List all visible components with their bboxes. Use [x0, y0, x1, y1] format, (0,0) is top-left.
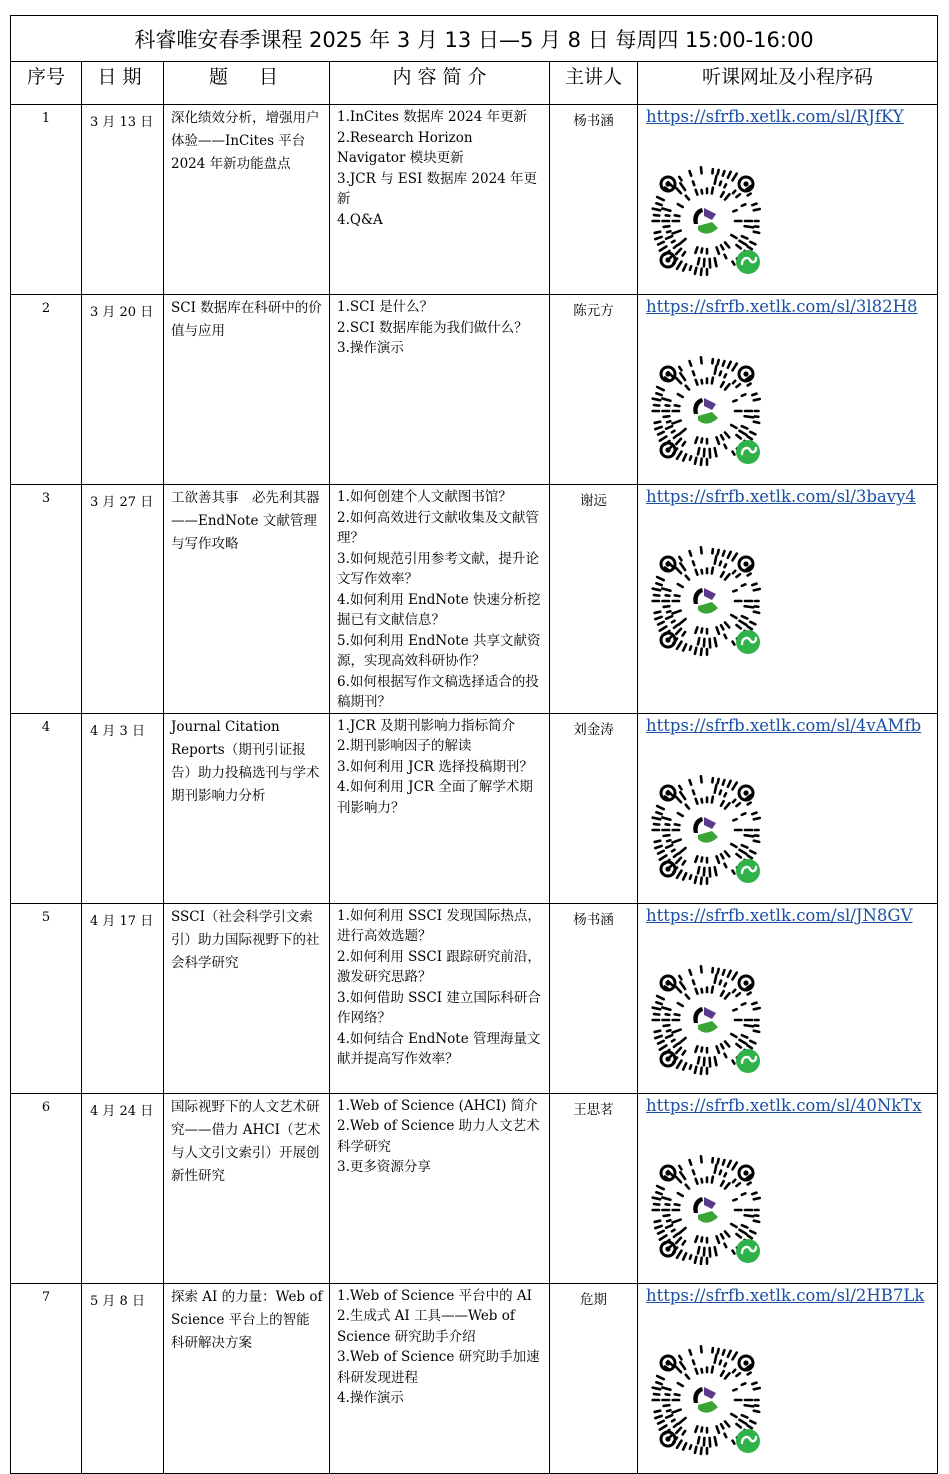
- row-speaker: 刘金涛: [550, 713, 638, 903]
- table-row: [11, 105, 938, 295]
- content-line: 4.如何利用 EndNote 快速分析挖掘已有文献信息？: [337, 590, 543, 631]
- row-speaker: 杨书涵: [550, 903, 638, 1093]
- content-line: 4.如何结合 EndNote 管理海量文献并提高写作效率？: [337, 1029, 543, 1070]
- row-speaker: 杨书涵: [550, 105, 638, 295]
- row-date: 3 月 27 日: [82, 485, 164, 714]
- wechat-mini-program-code-icon[interactable]: [650, 354, 780, 484]
- content-line: 2.Web of Science 助力人文艺术科学研究: [337, 1116, 543, 1157]
- wechat-mini-program-code-icon[interactable]: [650, 1343, 780, 1473]
- row-number: 6: [11, 1093, 82, 1283]
- course-link[interactable]: https://sfrfb.xetlk.com/sl/40NkTx: [646, 1096, 937, 1115]
- row-content: [330, 1283, 550, 1473]
- wechat-mini-program-code-icon[interactable]: [650, 544, 780, 674]
- content-line: 4.如何利用 JCR 全面了解学术期刊影响力？: [337, 777, 543, 818]
- content-line: 1.InCites 数据库 2024 年更新: [337, 107, 543, 128]
- table-row: [11, 1283, 938, 1473]
- course-schedule-table: [10, 15, 938, 1474]
- content-line: 1.如何创建个人文献图书馆？: [337, 487, 543, 508]
- row-content: [330, 713, 550, 903]
- course-link[interactable]: https://sfrfb.xetlk.com/sl/2HB7Lk: [646, 1286, 937, 1305]
- content-line: 3.更多资源分享: [337, 1157, 543, 1178]
- row-content: [330, 1093, 550, 1283]
- row-link-cell: [638, 903, 938, 1093]
- row-speaker: 危期: [550, 1283, 638, 1473]
- row-topic: 深化绩效分析，增强用户体验——InCites 平台 2024 年新功能盘点: [164, 105, 330, 295]
- content-line: 2.生成式 AI 工具——Web of Science 研究助手介绍: [337, 1306, 543, 1347]
- content-line: 2.Research Horizon Navigator 模块更新: [337, 128, 543, 169]
- row-topic: Journal Citation Reports（期刊引证报告）助力投稿选刊与学术期刊影响力分析: [164, 713, 330, 903]
- wechat-mini-program-code-icon[interactable]: [650, 1153, 780, 1283]
- row-content: [330, 105, 550, 295]
- header-speaker: 主讲人: [550, 62, 638, 105]
- table-row: [11, 295, 938, 485]
- row-date: 3 月 20 日: [82, 295, 164, 485]
- content-line: 3.如何借助 SSCI 建立国际科研合作网络？: [337, 988, 543, 1029]
- row-link-cell: [638, 713, 938, 903]
- row-date: 5 月 8 日: [82, 1283, 164, 1473]
- row-number: 3: [11, 485, 82, 714]
- content-line: 2.期刊影响因子的解读: [337, 736, 543, 757]
- row-link-cell: [638, 295, 938, 485]
- content-line: 3.操作演示: [337, 338, 543, 359]
- row-link-cell: [638, 1283, 938, 1473]
- row-number: 1: [11, 105, 82, 295]
- row-topic: 工欲善其事 必先利其器 ——EndNote 文献管理与写作攻略: [164, 485, 330, 714]
- course-link[interactable]: https://sfrfb.xetlk.com/sl/3l82H8: [646, 297, 937, 316]
- header-topic: 题 目: [164, 62, 330, 105]
- row-number: 2: [11, 295, 82, 485]
- content-line: 3.如何规范引用参考文献，提升论文写作效率？: [337, 549, 543, 590]
- content-line: 1.Web of Science (AHCI) 简介: [337, 1096, 543, 1117]
- content-line: 2.SCI 数据库能为我们做什么？: [337, 318, 543, 339]
- course-link[interactable]: https://sfrfb.xetlk.com/sl/RJfKY: [646, 107, 937, 126]
- wechat-mini-program-code-icon[interactable]: [650, 773, 780, 903]
- row-number: 5: [11, 903, 82, 1093]
- row-content: [330, 485, 550, 714]
- header-num: 序号: [11, 62, 82, 105]
- row-link-cell: [638, 105, 938, 295]
- row-speaker: 王思茗: [550, 1093, 638, 1283]
- content-line: 4.Q&A: [337, 210, 543, 231]
- row-content: [330, 295, 550, 485]
- header-link: 听课网址及小程序码: [638, 62, 938, 105]
- row-content: [330, 903, 550, 1093]
- content-line: 2.如何利用 SSCI 跟踪研究前沿，激发研究思路？: [337, 947, 543, 988]
- row-number: 7: [11, 1283, 82, 1473]
- wechat-mini-program-code-icon[interactable]: [650, 963, 780, 1093]
- header-row: [11, 62, 938, 105]
- row-date: 4 月 24 日: [82, 1093, 164, 1283]
- course-link[interactable]: https://sfrfb.xetlk.com/sl/3bavy4: [646, 487, 937, 506]
- content-line: 6.如何根据写作文稿选择适合的投稿期刊？: [337, 672, 543, 713]
- wechat-mini-program-code-icon[interactable]: [650, 164, 780, 294]
- content-line: 1.JCR 及期刊影响力指标简介: [337, 716, 543, 737]
- row-topic: 国际视野下的人文艺术研究——借力 AHCI（艺术与人文引文索引）开展创新性研究: [164, 1093, 330, 1283]
- header-date: 日期: [82, 62, 164, 105]
- table-row: [11, 903, 938, 1093]
- content-line: 3.Web of Science 研究助手加速科研发现进程: [337, 1347, 543, 1388]
- row-date: 3 月 13 日: [82, 105, 164, 295]
- row-topic: 探索 AI 的力量：Web of Science 平台上的智能科研解决方案: [164, 1283, 330, 1473]
- table-row: [11, 713, 938, 903]
- table-row: [11, 485, 938, 714]
- content-line: 3.如何利用 JCR 选择投稿期刊？: [337, 757, 543, 778]
- course-link[interactable]: https://sfrfb.xetlk.com/sl/JN8GV: [646, 906, 937, 925]
- content-line: 1.SCI 是什么？: [337, 297, 543, 318]
- row-number: 4: [11, 713, 82, 903]
- row-speaker: 陈元方: [550, 295, 638, 485]
- course-link[interactable]: https://sfrfb.xetlk.com/sl/4vAMfb: [646, 716, 937, 735]
- content-line: 1.Web of Science 平台中的 AI: [337, 1286, 543, 1307]
- row-topic: SSCI（社会科学引文索引）助力国际视野下的社会科学研究: [164, 903, 330, 1093]
- row-topic: SCI 数据库在科研中的价值与应用: [164, 295, 330, 485]
- schedule-title: 科睿唯安春季课程 2025 年 3 月 13 日—5 月 8 日 每周四 15:00-16:00: [11, 16, 938, 62]
- row-speaker: 谢远: [550, 485, 638, 714]
- content-line: 4.操作演示: [337, 1388, 543, 1409]
- row-link-cell: [638, 1093, 938, 1283]
- row-date: 4 月 3 日: [82, 713, 164, 903]
- row-date: 4 月 17 日: [82, 903, 164, 1093]
- content-line: 2.如何高效进行文献收集及文献管理？: [337, 508, 543, 549]
- table-row: [11, 1093, 938, 1283]
- content-line: 1.如何利用 SSCI 发现国际热点，进行高效选题？: [337, 906, 543, 947]
- header-content: 内 容 简 介: [330, 62, 550, 105]
- row-link-cell: [638, 485, 938, 714]
- content-line: 3.JCR 与 ESI 数据库 2024 年更新: [337, 169, 543, 210]
- content-line: 5.如何利用 EndNote 共享文献资源，实现高效科研协作？: [337, 631, 543, 672]
